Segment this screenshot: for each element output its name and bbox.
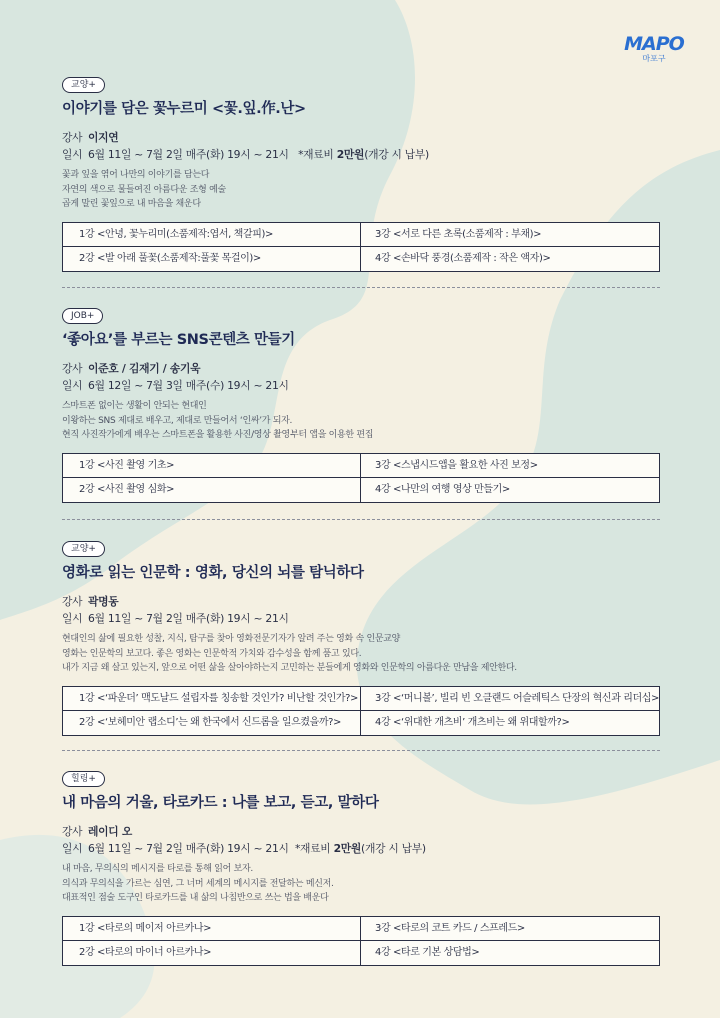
description-line: 의식과 무의식을 가르는 심연, 그 너머 세계의 메시지를 전달하는 메신저. [62, 878, 334, 889]
course-section-tarot [62, 766, 660, 966]
material-fee-prefix: *재료비 [298, 148, 337, 161]
logo-wordmark: MAPO [624, 33, 684, 55]
schedule-line [62, 146, 660, 163]
schedule-label: 일시 [62, 148, 83, 161]
session-cell: 4강 <나만의 여행 영상 만들기> [375, 483, 510, 495]
schedule-line [62, 377, 660, 394]
course-description [62, 168, 660, 212]
session-cell: 2강 <‘보헤미안 랩소디’는 왜 한국에서 신드롬을 일으켰을까?> [63, 711, 361, 735]
description-line: 영화는 인문학의 보고다. 좋은 영화는 인문학적 가치와 감수성을 함께 품고 있다. [62, 648, 362, 659]
category-tag: 교양+ [62, 541, 105, 557]
material-fee-amount: 2만원 [336, 148, 365, 161]
course-section-sns-content [62, 303, 660, 503]
course-description [62, 399, 660, 443]
material-fee-note: (개강 시 납부) [364, 148, 429, 161]
instructor-name: 레이디 오 [88, 825, 132, 838]
course-title: 내 마음의 거울, 타로카드 : 나를 보고, 듣고, 말하다 [62, 795, 379, 811]
session-table [62, 222, 660, 272]
session-cell: 4강 <‘위대한 개츠비’ 개츠비는 왜 위대할까?> [375, 716, 570, 728]
description-line: 내가 지금 왜 살고 있는지, 앞으로 어떤 삶을 살아야하는지 고민하는 분들에게 영화와 인문학의 아름다운 만남을 제안한다. [62, 663, 517, 673]
instructor-line [62, 129, 660, 146]
session-cell: 3강 <‘머니볼’, 빌리 빈 오클랜드 어슬레틱스 단장의 혁신과 리더십> [361, 687, 659, 711]
instructor-line [62, 823, 660, 840]
instructor-name: 이준호 / 김재기 / 송기욱 [88, 362, 201, 375]
section-divider [62, 750, 660, 751]
session-cell: 1강 <타로의 메이저 아르카나> [63, 917, 361, 941]
description-line: 자연의 색으로 물들여진 아름다운 조형 예술 [62, 184, 226, 195]
schedule-text: 6월 12일 ~ 7월 3일 매주(수) 19시 ~ 21시 [88, 379, 289, 392]
session-cell: 2강 <사진 촬영 심화> [63, 478, 361, 502]
course-title: 이야기를 담은 꽃누르미 <꽃.잎.作.난> [62, 101, 306, 117]
schedule-line [62, 610, 660, 627]
session-cell: 1강 <안녕, 꽃누리미(소품제작:엽서, 책갈피)> [63, 223, 361, 247]
logo-district-name: 마포구 [642, 54, 666, 63]
section-divider [62, 519, 660, 520]
description-line: 꽃과 잎을 엮어 나만의 이야기를 담는다 [62, 170, 210, 180]
schedule-label: 일시 [62, 612, 83, 625]
course-description [62, 632, 660, 676]
instructor-label: 강사 [62, 595, 83, 608]
session-cell: 3강 <타로의 코트 카드 / 스프레드> [361, 917, 659, 941]
session-cell: 4강 <타로 기본 상담법> [375, 946, 480, 958]
instructor-line [62, 593, 660, 610]
schedule-text: 6월 11일 ~ 7월 2일 매주(화) 19시 ~ 21시 [88, 612, 289, 625]
description-line: 현직 사진작가에게 배우는 스마트폰을 활용한 사진/영상 촬영부터 앱을 이용한 편집 [62, 430, 374, 440]
description-line: 스마트폰 없이는 생활이 안되는 현대인 [62, 401, 207, 411]
session-table [62, 916, 660, 966]
instructor-label: 강사 [62, 131, 83, 144]
course-title: 영화로 읽는 인문학 : 영화, 당신의 뇌를 탐닉하다 [62, 565, 364, 581]
session-cell: 1강 <‘파운더’ 맥도날드 설립자를 칭송할 것인가? 비난할 것인가?> [63, 687, 361, 711]
mapo-logo [622, 34, 686, 68]
description-line: 현대인의 삶에 필요한 성찰, 지식, 탐구를 찾아 영화전문기자가 알려 주는 영화 속 인문교양 [62, 634, 401, 644]
instructor-label: 강사 [62, 362, 83, 375]
instructor-line [62, 360, 660, 377]
schedule-label: 일시 [62, 842, 83, 855]
description-line: 이왕하는 SNS 제대로 배우고, 제대로 만들어서 ‘인싸’가 되자. [62, 415, 293, 426]
session-cell: 3강 <서로 다른 초록(소품제작 : 부채)> [361, 223, 659, 247]
instructor-name: 곽명동 [88, 595, 119, 608]
material-fee-prefix: *재료비 [294, 842, 334, 855]
session-table [62, 686, 660, 736]
course-section-flower-pressing [62, 72, 660, 272]
section-divider [62, 287, 660, 288]
schedule-text: 6월 11일 ~ 7월 2일 매주(화) 19시 ~ 21시 [88, 148, 289, 161]
category-tag: 힐링+ [62, 771, 105, 787]
session-table [62, 453, 660, 503]
course-title: ‘좋아요’를 부르는 SNS콘텐츠 만들기 [62, 332, 295, 348]
category-tag: JOB+ [62, 308, 103, 324]
instructor-name: 이지연 [88, 131, 119, 144]
description-line: 곱게 말린 꽃잎으로 내 마음을 채운다 [62, 199, 201, 209]
material-fee-note: (개강 시 납부) [361, 842, 426, 855]
category-tag: 교양+ [62, 77, 105, 93]
session-cell: 2강 <타로의 마이너 아르카나> [63, 941, 361, 965]
material-fee-amount: 2만원 [333, 842, 362, 855]
schedule-line [62, 840, 660, 857]
session-cell: 1강 <사진 촬영 기초> [63, 454, 361, 478]
description-line: 내 마음, 무의식의 메시지를 타로를 통해 읽어 보자. [62, 864, 253, 874]
session-cell: 3강 <스냅시드앱을 활요한 사진 보정> [361, 454, 659, 478]
course-section-film-humanities [62, 536, 660, 736]
session-cell: 4강 <손바닥 풍경(소품제작 : 작은 액자)> [375, 252, 551, 264]
instructor-label: 강사 [62, 825, 83, 838]
session-cell: 2강 <발 아래 풀꽃(소품제작:풀꽃 목걸이)> [63, 247, 361, 271]
course-description [62, 862, 660, 906]
schedule-text: 6월 11일 ~ 7월 2일 매주(화) 19시 ~ 21시 [88, 842, 289, 855]
schedule-label: 일시 [62, 379, 83, 392]
description-line: 대표적인 점술 도구인 타로카드를 내 삶의 나침반으로 쓰는 법을 배운다 [62, 893, 329, 903]
